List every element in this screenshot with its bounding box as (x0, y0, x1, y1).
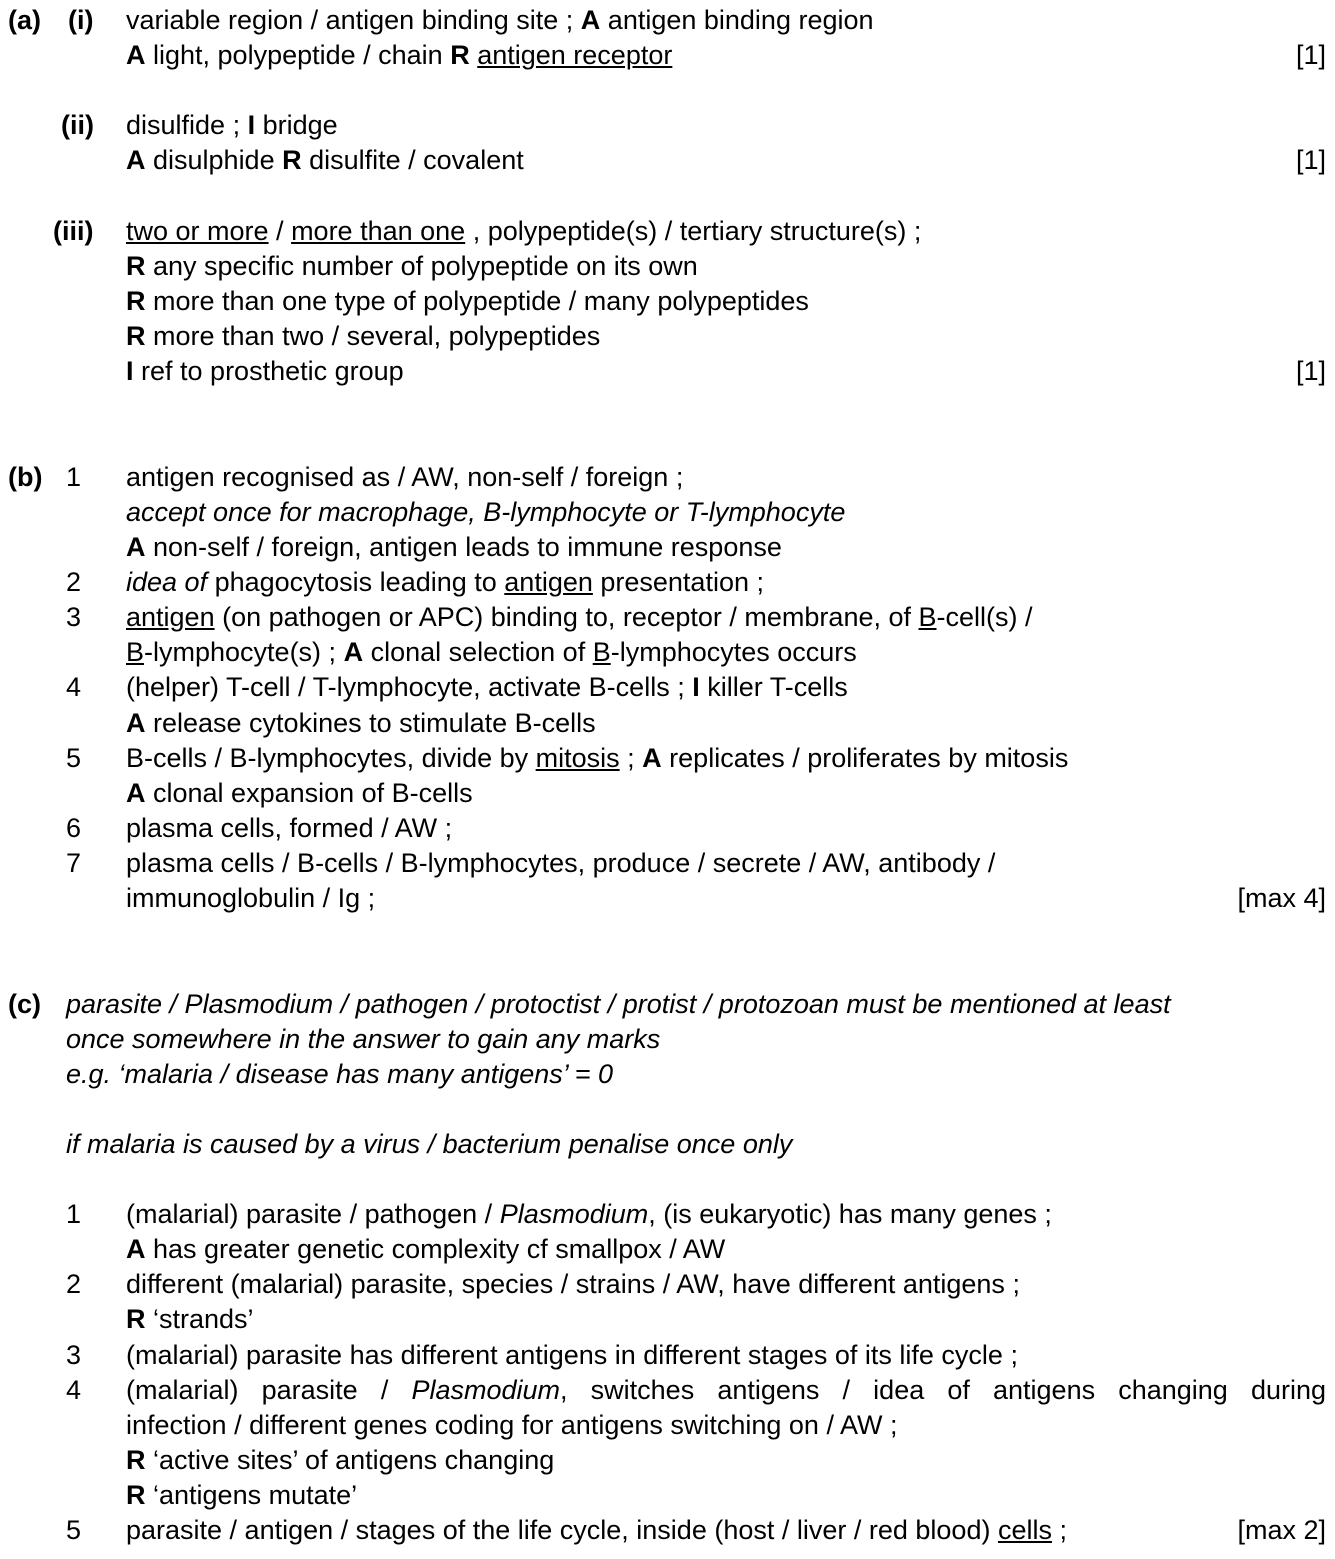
part-c-line: (malarial) parasite / Plasmodium, switches antigens / idea of antigens changing during (126, 1375, 1326, 1405)
part-b-mark: [max 4] (1237, 883, 1326, 913)
part-c-line: R ‘active sites’ of antigens changing (126, 1445, 555, 1475)
part-b-line: A release cytokines to stimulate B-cells (126, 708, 596, 738)
part-a-iii-line-4: R more than two / several, polypeptides (126, 321, 601, 351)
part-c-intro-line: e.g. ‘malaria / disease has many antigens’ = 0 (66, 1059, 614, 1089)
part-a-ii-label: (ii) (61, 110, 94, 140)
part-b-line: B-lymphocyte(s) ; A clonal selection of B-lymphocytes occurs (126, 637, 857, 667)
part-c-intro-line: once somewhere in the answer to gain any marks (66, 1024, 661, 1054)
part-b-num-4: 4 (66, 672, 82, 702)
part-b-num-6: 6 (66, 813, 82, 843)
part-b-line: A clonal expansion of B-cells (126, 778, 473, 808)
part-a-ii-mark: [1] (1295, 145, 1326, 175)
part-c-line: R ‘strands’ (126, 1304, 254, 1334)
part-a-i-label: (i) (68, 5, 94, 35)
part-a-iii-line-3: R more than one type of polypeptide / many polypeptides (126, 286, 809, 316)
part-b-num-1: 1 (66, 462, 82, 492)
part-b-line: (helper) T-cell / T-lymphocyte, activate B-cells ; I killer T-cells (126, 672, 848, 702)
part-a-ii-line-2: A disulphide R disulfite / covalent (126, 145, 524, 175)
part-c-line: (malarial) parasite / pathogen / Plasmodium, (is eukaryotic) has many genes ; (126, 1199, 1052, 1229)
part-b-line: plasma cells / B-cells / B-lymphocytes, produce / secrete / AW, antibody / (126, 848, 996, 878)
part-c-line: different (malarial) parasite, species / strains / AW, have different antigens ; (126, 1269, 1020, 1299)
part-a-iii-line-2: R any specific number of polypeptide on its own (126, 251, 698, 281)
part-c-num-1: 1 (66, 1199, 82, 1229)
part-a-i-line-1: variable region / antigen binding site ; A antigen binding region (126, 5, 874, 35)
part-b-num-2: 2 (66, 567, 82, 597)
part-a-i-mark: [1] (1295, 40, 1326, 70)
part-a-iii-label: (iii) (53, 216, 94, 246)
part-b-line: idea of phagocytosis leading to antigen presentation ; (126, 567, 764, 597)
part-c-num-3: 3 (66, 1340, 82, 1370)
part-c-line: parasite / antigen / stages of the life cycle, inside (host / liver / red blood) cells ; (126, 1515, 1067, 1545)
part-c-num-4: 4 (66, 1375, 82, 1405)
part-b-num-3: 3 (66, 602, 82, 632)
part-b-num-7: 7 (66, 848, 82, 878)
part-a-ii-line-1: disulfide ; I bridge (126, 110, 338, 140)
part-b-line: B-cells / B-lymphocytes, divide by mitosis ; A replicates / proliferates by mitosis (126, 743, 1069, 773)
part-c-line: A has greater genetic complexity cf smallpox / AW (126, 1234, 726, 1264)
part-a-iii-line-1: two or more / more than one , polypeptide(s) / tertiary structure(s) ; (126, 216, 922, 246)
part-c-label: (c) (8, 989, 41, 1019)
part-a-iii-line-5: I ref to prosthetic group (126, 356, 404, 386)
part-a-label: (a) (8, 5, 41, 35)
part-c-line: infection / different genes coding for antigens switching on / AW ; (126, 1410, 898, 1440)
part-b-line: antigen (on pathogen or APC) binding to, receptor / membrane, of B-cell(s) / (126, 602, 1033, 632)
part-b-line: A non-self / foreign, antigen leads to immune response (126, 532, 782, 562)
part-b-num-5: 5 (66, 743, 82, 773)
part-a-i-line-2: A light, polypeptide / chain R antigen receptor (126, 40, 673, 70)
part-b-label: (b) (8, 462, 43, 492)
part-c-intro-line: parasite / Plasmodium / pathogen / protoctist / protist / protozoan must be mentioned at least (66, 989, 1171, 1019)
part-b-line: accept once for macrophage, B-lymphocyte or T-lymphocyte (126, 497, 846, 527)
part-c-num-2: 2 (66, 1269, 82, 1299)
part-c-line: (malarial) parasite has different antigens in different stages of its life cycle ; (126, 1340, 1018, 1370)
part-c-note: if malaria is caused by a virus / bacterium penalise once only (66, 1129, 793, 1159)
part-b-line: plasma cells, formed / AW ; (126, 813, 453, 843)
part-c-line: R ‘antigens mutate’ (126, 1480, 358, 1510)
part-b-line: immunoglobulin / Ig ; (126, 883, 376, 913)
part-a-iii-mark: [1] (1295, 356, 1326, 386)
part-c-num-5: 5 (66, 1515, 82, 1545)
part-b-line: antigen recognised as / AW, non-self / foreign ; (126, 462, 684, 492)
part-c-mark: [max 2] (1237, 1515, 1326, 1545)
